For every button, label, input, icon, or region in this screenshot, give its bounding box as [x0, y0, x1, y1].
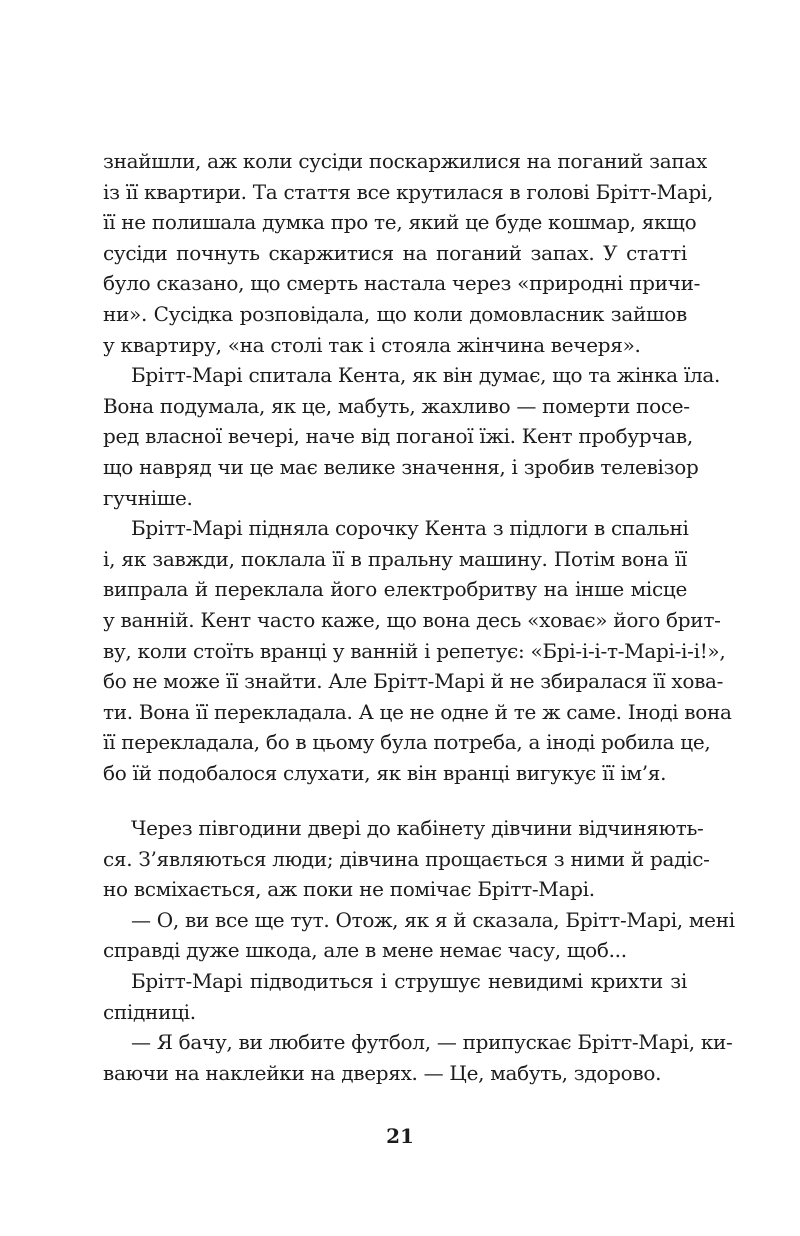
text-line: но всміхається, аж поки не помічає Брітт-Марі. — [103, 877, 595, 902]
paragraph — [103, 905, 735, 966]
text-line: спідниці. — [103, 999, 196, 1024]
text-line: ни». Сусідка розповідала, що коли домовласник зайшов — [103, 301, 687, 326]
paragraph — [103, 1027, 733, 1088]
text-line: із її квартири. Та стаття все крутилася в голові Брітт-Марі, — [103, 179, 714, 204]
paragraph — [103, 813, 710, 905]
text-line: ву, коли стоїть вранці у ванній і репетує: «Брі-і-і-т-Марі-і-і!», — [103, 638, 726, 663]
text-line: її перекладала, бо в цьому була потреба, а іноді робила це, — [103, 730, 711, 755]
text-section-1 — [103, 146, 732, 788]
text-line: випрала й переклала його електробритву на інше місце — [103, 577, 687, 602]
text-line: у ванній. Кент часто каже, що вона десь «ховає» його брит- — [103, 607, 721, 632]
text-line: Брітт-Марі підняла сорочку Кента з підлоги в спальні — [131, 516, 689, 541]
text-line: бо не може її знайти. Але Брітт-Марі й не збиралася її хова- — [103, 669, 724, 694]
page-number: 21 — [386, 1124, 414, 1148]
text-line: у квартиру, «на столі так і стояла жінчина вечеря». — [103, 332, 641, 357]
text-line: — Я бачу, ви любите футбол, — припускає Брітт-Марі, ки- — [131, 1030, 733, 1055]
paragraph — [103, 513, 732, 788]
text-line: ваючи на наклейки на дверях. — Це, мабуть, здорово. — [103, 1060, 662, 1085]
text-line: Брітт-Марі спитала Кента, як він думає, що та жінка їла. — [131, 363, 721, 388]
text-line: ред власної вечері, наче від поганої їжі. Кент пробурчав, — [103, 424, 693, 449]
text-section-2 — [103, 813, 735, 1088]
text-line: Вона подумала, як це, мабуть, жахливо — померти посе- — [103, 393, 690, 418]
text-line: бо їй подобалося слухати, як він вранці вигукує її ім’я. — [103, 760, 667, 785]
text-line: знайшли, аж коли сусіди поскаржилися на поганий запах — [103, 149, 707, 173]
text-line: і, як завжди, поклала її в пральну машину. Потім вона її — [103, 546, 687, 571]
text-line: ти. Вона її перекладала. А це не одне й те ж саме. Іноді вона — [103, 699, 732, 724]
paragraph — [103, 966, 687, 1027]
text-line: що навряд чи це має велике значення, і зробив телевізор — [103, 454, 699, 479]
paragraph — [103, 146, 714, 360]
text-line: гучніше. — [103, 485, 193, 510]
text-line: Через півгодини двері до кабінету дівчини відчиняють- — [131, 816, 704, 840]
text-line: — О, ви все ще тут. Отож, як я й сказала, Брітт-Марі, мені — [131, 907, 735, 932]
text-line: ся. З’являються люди; дівчина прощається з ними й радіс- — [103, 846, 710, 871]
text-line: сусіди почнуть скаржитися на поганий запах. У статті — [103, 240, 687, 265]
paragraph — [103, 360, 721, 513]
text-line: справді дуже шкода, але в мене немає часу, щоб... — [103, 938, 627, 963]
text-line: Брітт-Марі підводиться і струшує невидимі крихти зі — [131, 968, 687, 993]
text-line: було сказано, що смерть настала через «природні причи- — [103, 271, 701, 296]
text-line: її не полишала думка про те, який це буде кошмар, якщо — [103, 210, 697, 235]
